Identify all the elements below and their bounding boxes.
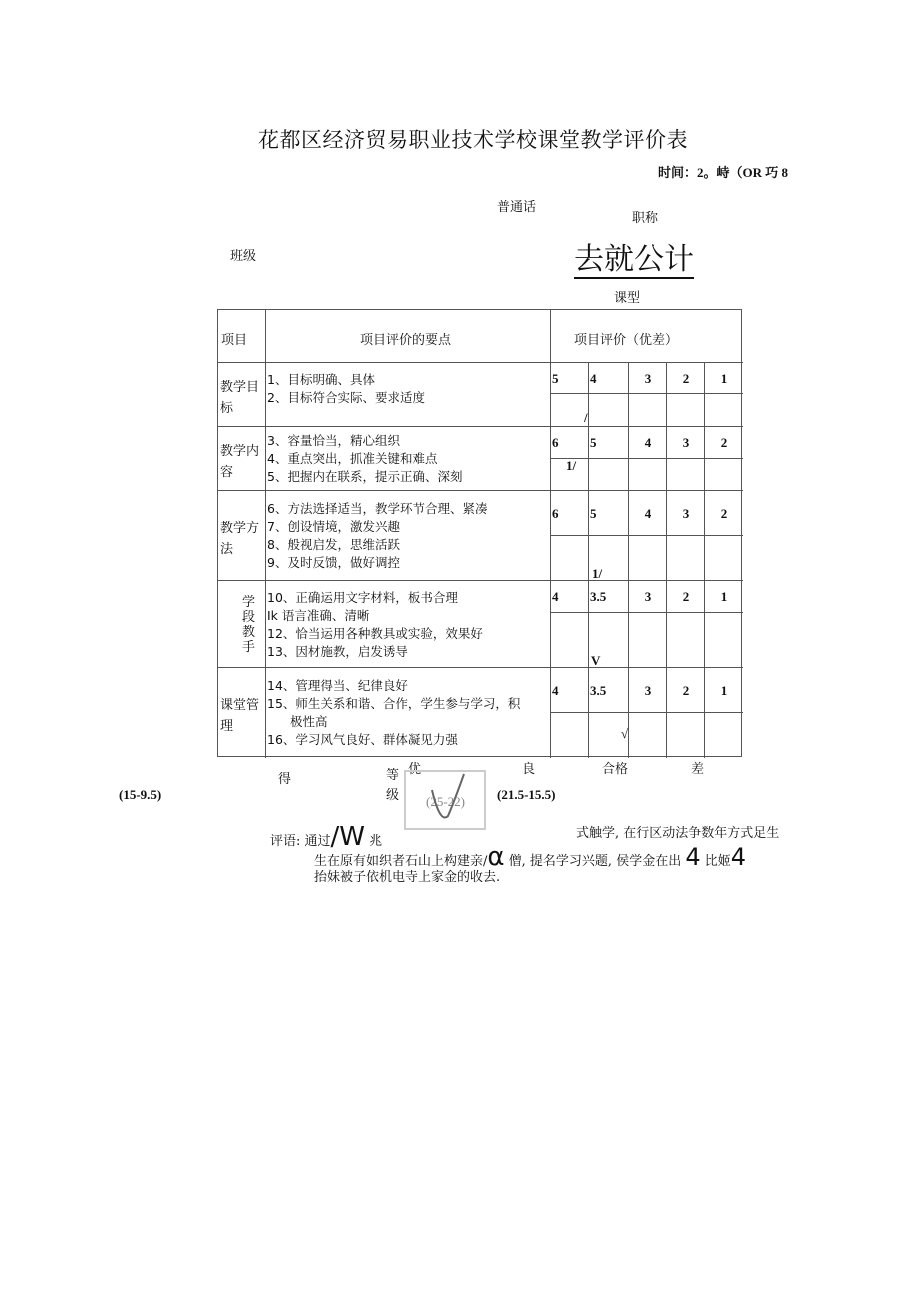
range-pass: (15-9.5) (119, 787, 162, 802)
score-mark-cell (705, 394, 743, 427)
point-item: 12、恰当运用各种教具或实验，效果好 (267, 625, 483, 641)
page-title: 花都区经济贸易职业技术学校课堂教学评价表 (258, 128, 688, 152)
score-option: 1 (720, 370, 728, 386)
score-mark-cell (705, 459, 743, 491)
score-option: 2 (682, 370, 690, 386)
score-option: 6 (552, 505, 559, 521)
score-mark-cell (667, 394, 705, 427)
point-item: Ik 语言准确、清晰 (267, 607, 370, 623)
score-option: 2 (682, 682, 690, 698)
score-mark-cell (589, 394, 629, 427)
grade-good: 良 (522, 762, 536, 777)
score-mark-cell (629, 613, 667, 668)
point-item: 3、容量恰当，精心组织 (267, 433, 400, 448)
score-option: 5 (590, 435, 597, 450)
point-item: 极性高 (290, 714, 328, 729)
score-option: 3 (644, 682, 652, 698)
check-mark-icon (428, 772, 468, 828)
evaluation-table (217, 309, 742, 757)
point-item: 7、创设情境，激发兴趣 (267, 519, 400, 534)
score-label: 得 (278, 772, 292, 787)
point-item: 13、因材施教，启发诱导 (267, 643, 408, 659)
item-label: 教学内容 (220, 444, 260, 480)
grade-excellent: 优 (408, 762, 422, 777)
comment-text: 4 (730, 843, 747, 871)
score-mark-cell (629, 536, 667, 581)
score-mark-cell (705, 713, 743, 758)
comment-text: 比姬 (704, 854, 731, 869)
check-mark: V (591, 653, 601, 668)
score-option: 3 (644, 370, 652, 386)
point-item: 16、学习风气良好、群体凝见力强 (267, 732, 458, 747)
point-item: 8、般视启发，思维活跃 (267, 537, 400, 552)
check-mark: / (584, 410, 588, 425)
score-option: 1 (720, 682, 728, 698)
score-mark-cell (667, 459, 705, 491)
grade-stamp (404, 770, 486, 830)
comment-line-3: 抬妹被子依机电寺上家金的收去. (314, 870, 501, 885)
score-mark-cell (629, 394, 667, 427)
score-mark-cell (705, 613, 743, 668)
score-option: 1 (720, 589, 728, 604)
comment-text: 僧, 提名学习兴题, 侯学金在出 (508, 854, 682, 869)
job-title-label: 职称 (632, 211, 659, 226)
point-item: 14、管理得当、纪律良好 (267, 678, 408, 693)
score-option: 2 (720, 435, 728, 450)
score-option: 5 (552, 370, 559, 386)
point-item: 6、方法选择适当，教学环节合理、紧凑 (267, 501, 488, 516)
comment-text: 4 (685, 843, 701, 871)
score-mark-cell (705, 536, 743, 581)
mandarin-label: 普通话 (497, 200, 537, 215)
comment-line-1b: 式触学, 在行区动法争数年方式足生 (576, 826, 780, 841)
comment-text: 通过 (304, 834, 331, 849)
comment-text: /W (330, 822, 366, 852)
score-option: 6 (552, 435, 559, 450)
score-mark-cell (551, 613, 589, 668)
score-option: 4 (552, 682, 559, 698)
point-item: 9、及时反馈，做好调控 (267, 555, 400, 570)
lesson-type-label: 课型 (614, 291, 641, 306)
range-good: (21.5-15.5) (497, 787, 556, 802)
comment-text: 兆 (369, 834, 383, 849)
header-points: 项目评价的要点 (360, 333, 452, 348)
item-label: 学段教手 (242, 595, 256, 655)
check-mark: 1/ (592, 566, 603, 581)
score-mark-cell (629, 459, 667, 491)
score-mark-cell (551, 536, 589, 581)
time-text: 时间：2。峙（OR 巧 8 (658, 165, 789, 180)
point-item: 4、重点突出，抓准关键和难点 (267, 451, 438, 466)
comment-label: 评语: (270, 834, 301, 849)
subject-text: 去就公计 (574, 242, 694, 277)
score-option: 4 (552, 589, 559, 604)
point-item: 1、目标明确、具体 (267, 372, 375, 387)
point-item: 10、正确运用文字材料，板书合理 (267, 589, 458, 605)
item-label: 教学目标 (220, 380, 260, 416)
header-rating: 项目评价（优差） (574, 333, 679, 348)
comment-text: α (487, 842, 505, 872)
score-option: 3 (682, 435, 690, 450)
score-option: 4 (644, 435, 652, 450)
score-mark-cell (667, 613, 705, 668)
check-mark: √ (621, 726, 629, 741)
score-mark-cell (667, 713, 705, 758)
score-option: 3 (682, 505, 690, 521)
score-option: 3 (644, 589, 652, 604)
header-item: 项目 (221, 333, 248, 348)
time-line (658, 162, 788, 181)
item-label: 教学方法 (220, 521, 260, 557)
score-option: 2 (682, 589, 690, 604)
score-mark-cell (589, 459, 629, 491)
point-item: 5、把握内在联系，提示正确、深刻 (267, 469, 463, 484)
grade-label-2: 级 (386, 788, 400, 803)
grade-poor: 差 (691, 762, 705, 777)
point-item: 15、师生关系和谐、合作，学生参与学习，积 (267, 696, 521, 711)
score-option: 5 (590, 505, 597, 521)
score-mark-cell (667, 536, 705, 581)
grade-label-1: 等 (386, 768, 400, 783)
score-mark-cell (629, 713, 667, 758)
point-item: 2、目标符合实际、要求适度 (267, 390, 425, 405)
score-option: 2 (720, 505, 728, 521)
handwritten-subject (574, 234, 694, 278)
range-excellent: (25-22) (426, 794, 465, 809)
check-mark: 1/ (566, 458, 577, 473)
score-option: 3.5 (590, 589, 607, 604)
grade-pass: 合格 (602, 762, 629, 777)
item-label: 课堂管理 (220, 698, 260, 734)
score-option: 4 (590, 370, 597, 386)
class-label: 班级 (230, 249, 257, 264)
score-option: 3.5 (590, 682, 607, 698)
score-option: 4 (644, 505, 652, 521)
score-mark-cell (551, 713, 589, 758)
comment-text: 生在原有如织者石山上构建亲/ (314, 854, 488, 869)
